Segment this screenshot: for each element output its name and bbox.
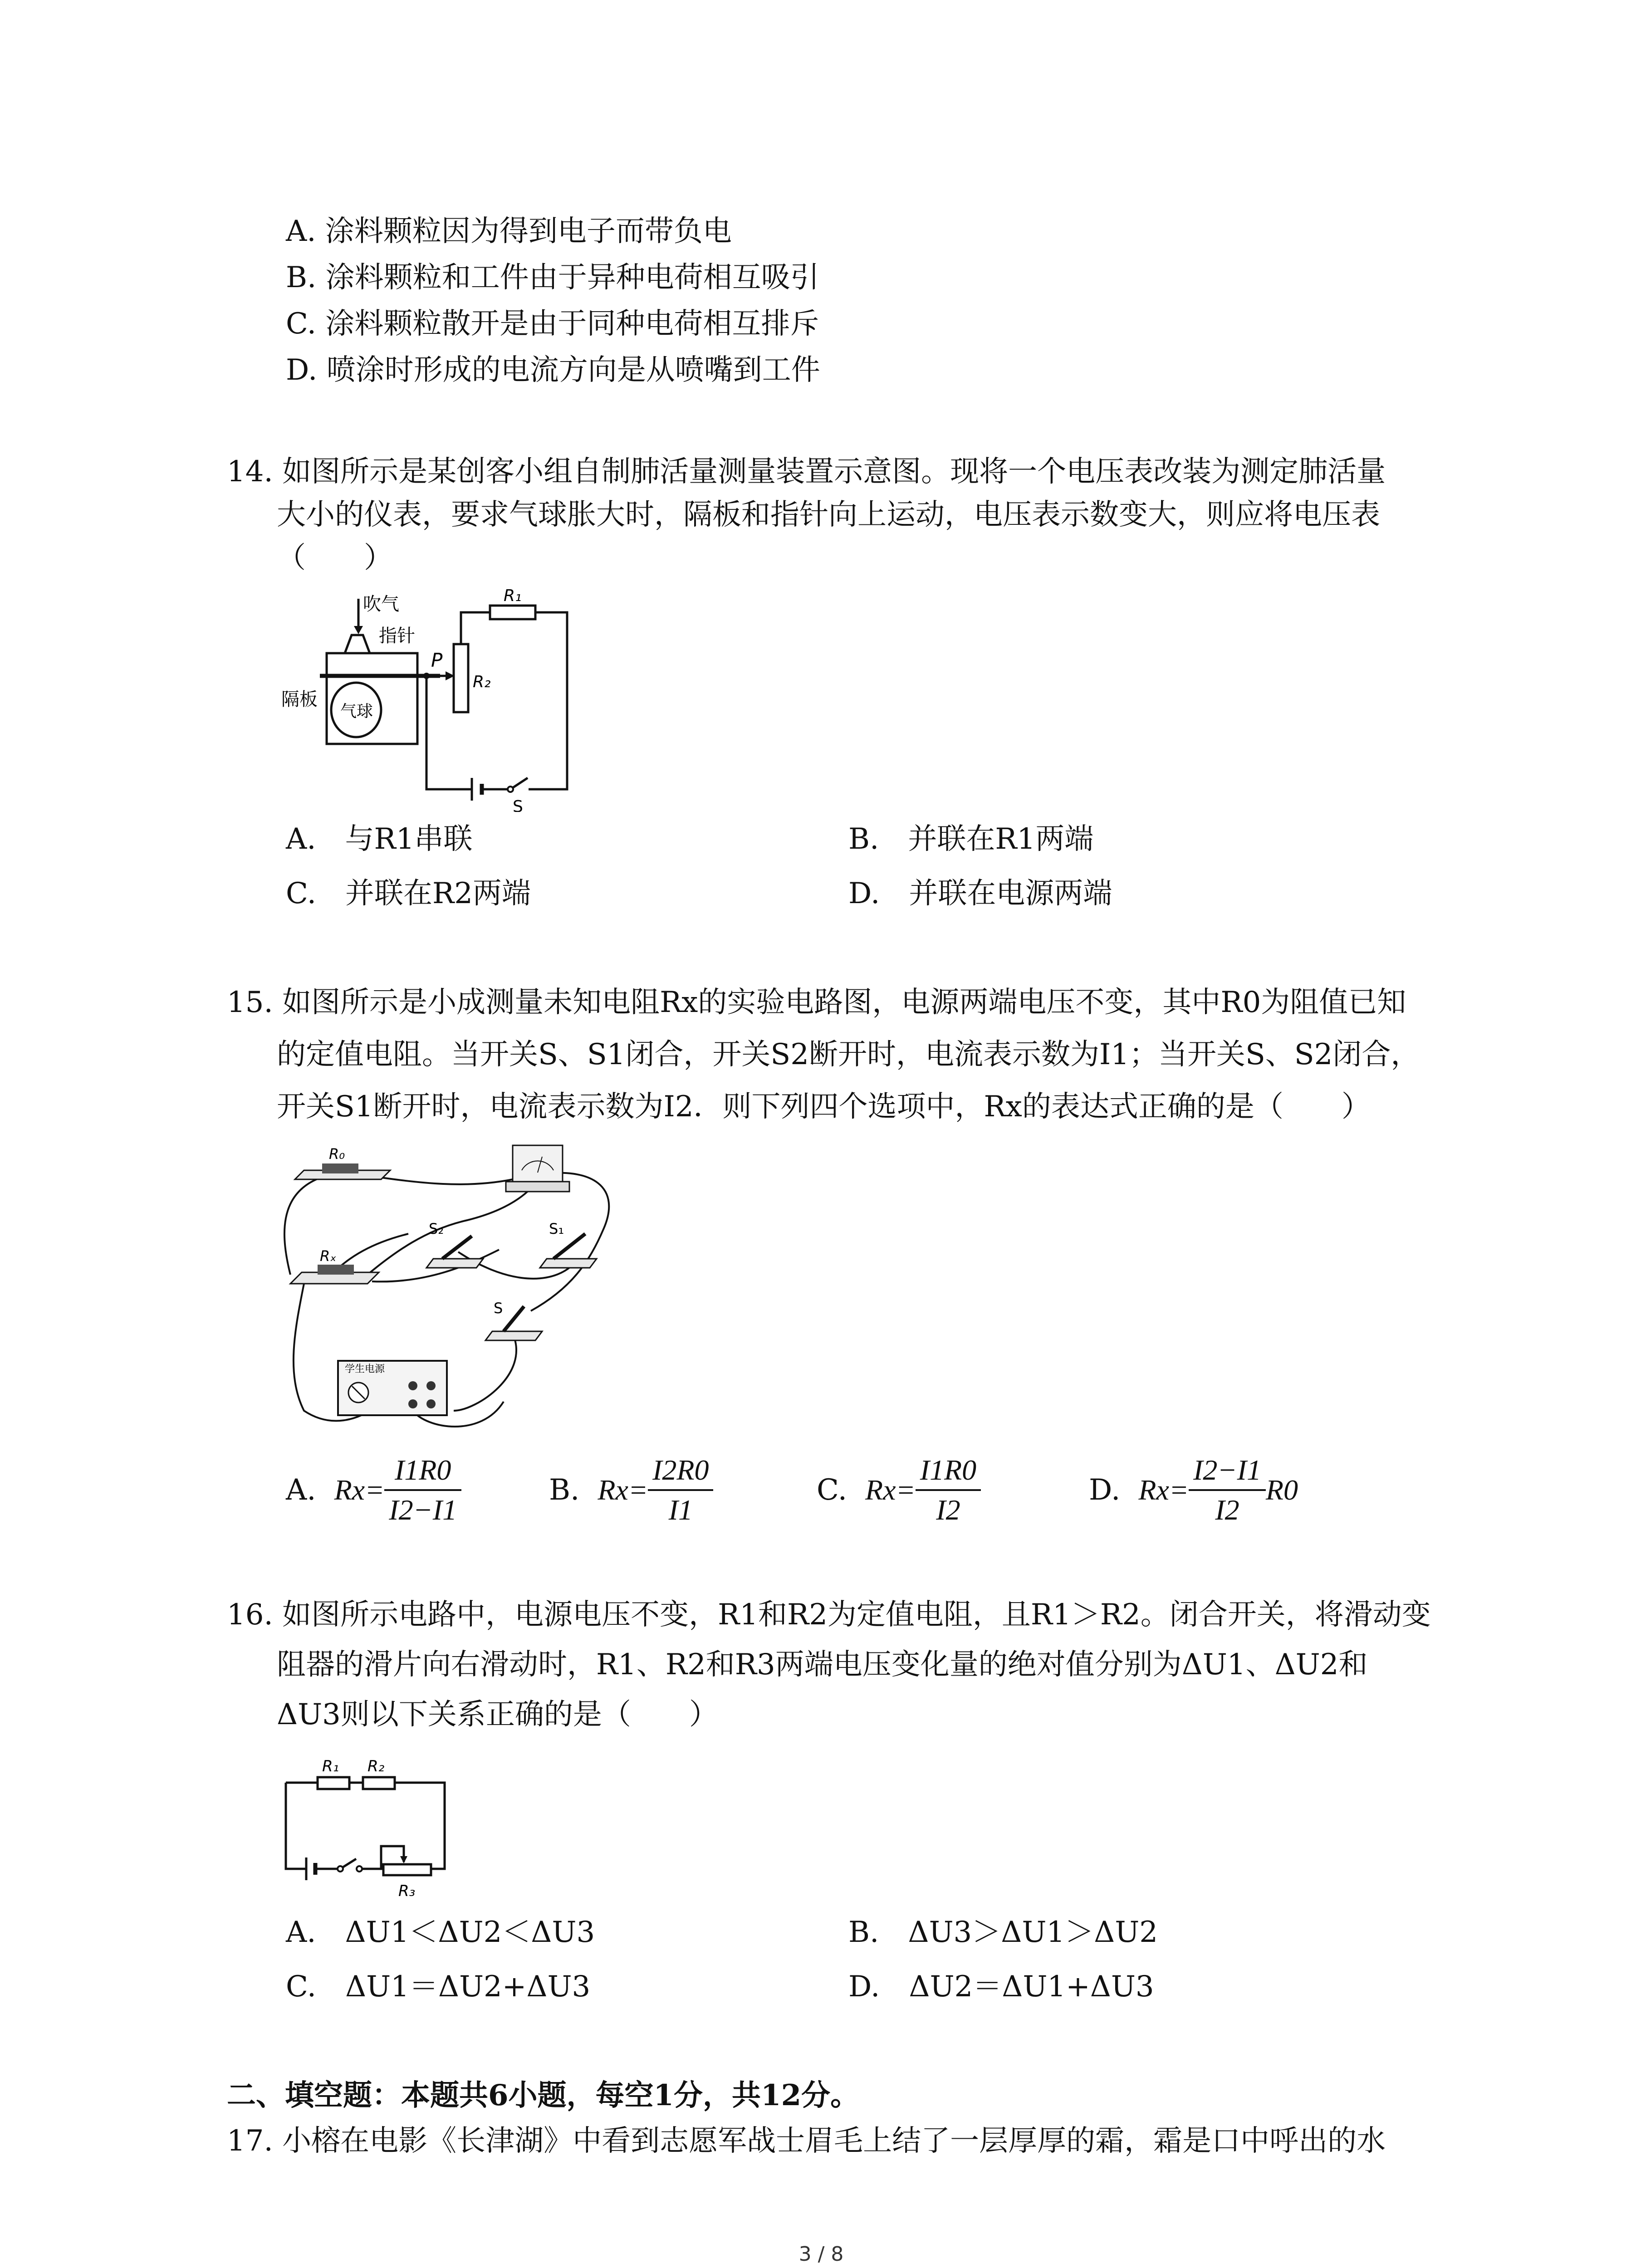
q16-stem-line1: 16. 如图所示电路中，电源电压不变，R1和R2为定值电阻，且R1＞R2。闭合开关，将滑动变: [227, 1598, 1431, 1632]
q15-option-b-label: B.: [549, 1473, 580, 1507]
q16-option-b: B. ΔU3＞ΔU1＞ΔU2: [848, 1916, 1158, 1949]
q15-stem-line2: 的定值电阻。当开关S、S1闭合，开关S2断开时，电流表示数为I1；当开关S、S2闭合，: [277, 1038, 1420, 1071]
q15-option-d-lhs: Rx=: [1138, 1474, 1189, 1506]
q15-label-rx: Rₓ: [320, 1247, 337, 1265]
q13-option-c: C. 涂料颗粒散开是由于同种电荷相互排斥: [286, 307, 819, 341]
page-number: 3 / 8: [798, 2243, 844, 2266]
q15-option-a-lhs: Rx=: [334, 1474, 385, 1506]
q15-option-c-numerator: I1R0: [916, 1451, 981, 1491]
q14-option-a: A. 与R1串联: [286, 822, 473, 856]
q16-label-r1: R₁: [322, 1757, 339, 1775]
q16-r3-rheostat: [383, 1864, 431, 1875]
q15-option-d-tail: R0: [1265, 1474, 1298, 1506]
q15-label-s1: S₁: [549, 1220, 564, 1237]
q14-funnel: [345, 635, 370, 653]
q15-option-b-numerator: I2R0: [648, 1451, 713, 1491]
q15-figure: [277, 1139, 640, 1452]
q16-r1-resistor: [318, 1777, 349, 1789]
q15-option-b: [549, 1447, 713, 1533]
q16-figure: [277, 1751, 467, 1905]
q15-option-b-lhs: Rx=: [598, 1474, 648, 1506]
q15-option-a-denominator: I2−I1: [389, 1494, 457, 1526]
q14-label-balloon: 气球: [340, 702, 373, 721]
q14-stem-line3: （ ）: [277, 541, 393, 575]
q16-wire-left: [286, 1783, 306, 1869]
q16-option-a: A. ΔU1＜ΔU2＜ΔU3: [286, 1916, 595, 1949]
q14-stem-line1: 14. 如图所示是某创客小组自制肺活量测量装置示意图。现将一个电压表改装为测定肺活量: [227, 455, 1386, 489]
q14-option-d: D. 并联在电源两端: [848, 877, 1112, 910]
q15-option-d-numerator: I2−I1: [1189, 1451, 1266, 1491]
q15-option-a-label: A.: [286, 1473, 316, 1507]
q16-option-d: D. ΔU2＝ΔU1+ΔU3: [848, 1970, 1154, 2004]
q15-label-s: S: [494, 1300, 503, 1317]
section-2-title: 二、填空题：本题共6小题，每空1分，共12分。: [227, 2078, 860, 2112]
q15-option-c: [817, 1447, 981, 1533]
q13-option-d: D. 喷涂时形成的电流方向是从喷嘴到工件: [286, 353, 820, 387]
q14-stem-line2: 大小的仪表，要求气球胀大时，隔板和指针向上运动，电压表示数变大，则应将电压表: [277, 498, 1380, 532]
q14-wire-left: [426, 676, 472, 789]
q14-figure: [277, 585, 603, 812]
q15-option-c-label: C.: [817, 1473, 847, 1507]
q16-label-r2: R₂: [367, 1757, 385, 1775]
q15-option-d-label: D.: [1089, 1473, 1121, 1507]
q15-option-b-fraction: [648, 1451, 713, 1529]
q13-option-a: A. 涂料颗粒因为得到电子而带负电: [286, 215, 732, 248]
q14-label-r2: R₂: [473, 673, 491, 691]
q15-r0-board: [295, 1163, 390, 1179]
q15-wire-outer: [284, 1177, 322, 1275]
q15-stem-line1: 15. 如图所示是小成测量未知电阻Rx的实验电路图，电源两端电压不变，其中R0为阻值已知: [227, 986, 1406, 1019]
q14-switch-pivot: [508, 787, 513, 792]
q15-option-d-denominator: I2: [1215, 1494, 1239, 1526]
q14-label-s: S: [513, 797, 523, 812]
q15-option-c-lhs: Rx=: [865, 1474, 916, 1506]
q15-label-s2: S₂: [429, 1220, 444, 1237]
q15-rx-board: [290, 1265, 379, 1284]
q16-label-r3: R₃: [398, 1882, 416, 1900]
q14-label-pointer: 指针: [379, 626, 415, 646]
q15-option-b-denominator: I1: [668, 1494, 693, 1526]
q14-wire-top: [461, 612, 567, 789]
q15-option-c-fraction: [916, 1451, 981, 1529]
q14-junction: [423, 673, 430, 679]
q14-label-p: P: [431, 649, 443, 671]
q16-stem-line3: ΔU3则以下关系正确的是（ ）: [277, 1698, 718, 1731]
q14-r2-resistor: [454, 644, 468, 712]
q13-option-b: B. 涂料颗粒和工件由于异种电荷相互吸引: [286, 261, 819, 294]
q16-r2-resistor: [363, 1777, 395, 1789]
q15-option-d-fraction: [1189, 1451, 1266, 1529]
q14-r1-resistor: [490, 606, 535, 619]
q15-option-d: [1089, 1447, 1298, 1533]
q15-option-c-denominator: I2: [936, 1494, 960, 1526]
q14-label-blow: 吹气: [363, 594, 399, 615]
q15-option-a-numerator: I1R0: [384, 1451, 461, 1491]
q15-ammeter: [506, 1145, 569, 1192]
q16-option-c: C. ΔU1＝ΔU2+ΔU3: [286, 1970, 591, 2004]
q16-wire-right: [395, 1783, 445, 1869]
q14-option-b: B. 并联在R1两端: [848, 822, 1094, 856]
q15-label-r0: R₀: [329, 1145, 345, 1163]
q15-label-supply: 学生电源: [345, 1364, 385, 1375]
q15-switch-s2: [426, 1236, 483, 1268]
q17-stem-line1: 17. 小榕在电影《长津湖》中看到志愿军战士眉毛上结了一层厚厚的霜，霜是口中呼出的水: [227, 2124, 1386, 2158]
q14-label-plate: 隔板: [281, 689, 318, 710]
q14-option-c: C. 并联在R2两端: [286, 877, 531, 910]
q15-option-a: [286, 1447, 461, 1533]
q16-stem-line2: 阻器的滑片向右滑动时，R1、R2和R3两端电压变化量的绝对值分别为ΔU1、ΔU2和: [277, 1648, 1368, 1681]
q15-option-a-fraction: [384, 1451, 461, 1529]
q14-label-r1: R₁: [504, 587, 522, 605]
q15-stem-line3: 开关S1断开时，电流表示数为I2．则下列四个选项中，Rx的表达式正确的是（ ）: [277, 1090, 1371, 1124]
q15-switch-s1: [540, 1234, 597, 1268]
